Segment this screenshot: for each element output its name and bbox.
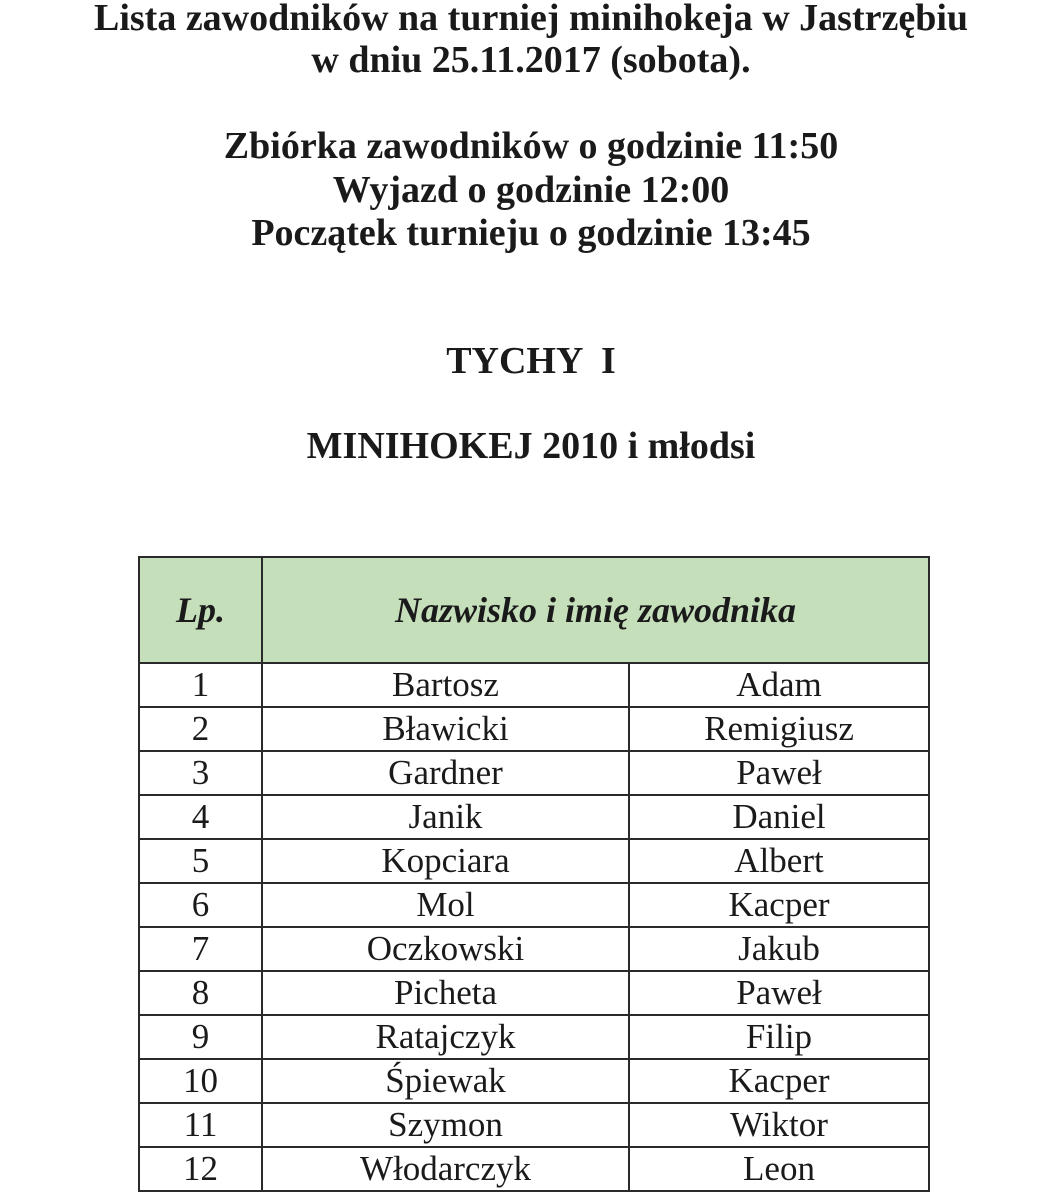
player-first-name: Wiktor bbox=[629, 1103, 929, 1147]
player-first-name: Albert bbox=[629, 839, 929, 883]
row-number: 1 bbox=[139, 663, 262, 707]
row-number: 11 bbox=[139, 1103, 262, 1147]
document-title-line-2: w dniu 25.11.2017 (sobota). bbox=[311, 39, 751, 81]
player-first-name: Adam bbox=[629, 663, 929, 707]
row-number: 6 bbox=[139, 883, 262, 927]
row-number: 8 bbox=[139, 971, 262, 1015]
player-surname: Śpiewak bbox=[262, 1059, 629, 1103]
column-header-player-name: Nazwisko i imię zawodnika bbox=[262, 557, 929, 663]
player-first-name: Daniel bbox=[629, 795, 929, 839]
table-row bbox=[139, 1059, 929, 1103]
tournament-start-time: Początek turnieju o godzinie 13:45 bbox=[251, 212, 811, 254]
player-surname: Włodarczyk bbox=[262, 1147, 629, 1191]
row-number: 3 bbox=[139, 751, 262, 795]
player-surname: Bławicki bbox=[262, 707, 629, 751]
gathering-time: Zbiórka zawodników o godzinie 11:50 bbox=[223, 125, 839, 167]
player-first-name: Paweł bbox=[629, 971, 929, 1015]
player-first-name: Kacper bbox=[629, 883, 929, 927]
player-surname: Picheta bbox=[262, 971, 629, 1015]
row-number: 7 bbox=[139, 927, 262, 971]
table-row bbox=[139, 1103, 929, 1147]
departure-time: Wyjazd o godzinie 12:00 bbox=[332, 169, 730, 211]
table-header-row bbox=[139, 557, 929, 663]
player-surname: Kopciara bbox=[262, 839, 629, 883]
table-row bbox=[139, 707, 929, 751]
roster-body bbox=[139, 663, 929, 1191]
player-surname: Ratajczyk bbox=[262, 1015, 629, 1059]
player-surname: Gardner bbox=[262, 751, 629, 795]
table-row bbox=[139, 795, 929, 839]
row-number: 4 bbox=[139, 795, 262, 839]
row-number: 12 bbox=[139, 1147, 262, 1191]
row-number: 10 bbox=[139, 1059, 262, 1103]
column-header-lp: Lp. bbox=[139, 557, 262, 663]
row-number: 5 bbox=[139, 839, 262, 883]
player-roster-table bbox=[138, 556, 930, 1192]
player-surname: Janik bbox=[262, 795, 629, 839]
player-surname: Bartosz bbox=[262, 663, 629, 707]
player-surname: Mol bbox=[262, 883, 629, 927]
player-first-name: Kacper bbox=[629, 1059, 929, 1103]
team-name: TYCHY I bbox=[446, 340, 616, 382]
table-row bbox=[139, 839, 929, 883]
table-row bbox=[139, 971, 929, 1015]
table-row bbox=[139, 883, 929, 927]
row-number: 2 bbox=[139, 707, 262, 751]
player-surname: Oczkowski bbox=[262, 927, 629, 971]
table-row bbox=[139, 751, 929, 795]
age-category: MINIHOKEJ 2010 i młodsi bbox=[306, 425, 756, 467]
table-row bbox=[139, 1015, 929, 1059]
player-first-name: Remigiusz bbox=[629, 707, 929, 751]
document-title-line-1: Lista zawodników na turniej minihokeja w Jastrzębiu bbox=[93, 0, 969, 39]
table-row bbox=[139, 1147, 929, 1191]
player-first-name: Filip bbox=[629, 1015, 929, 1059]
player-first-name: Paweł bbox=[629, 751, 929, 795]
player-first-name: Jakub bbox=[629, 927, 929, 971]
player-first-name: Leon bbox=[629, 1147, 929, 1191]
table-row bbox=[139, 927, 929, 971]
table-row bbox=[139, 663, 929, 707]
player-surname: Szymon bbox=[262, 1103, 629, 1147]
row-number: 9 bbox=[139, 1015, 262, 1059]
